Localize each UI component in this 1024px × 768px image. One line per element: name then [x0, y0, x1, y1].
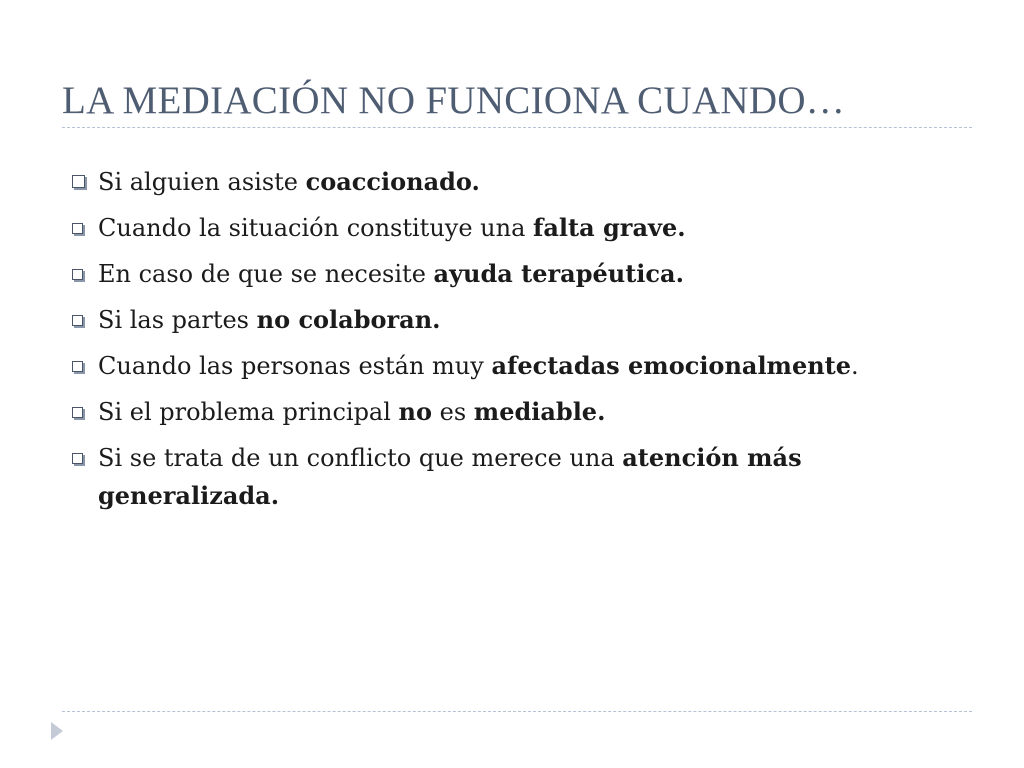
title-divider: [62, 127, 972, 128]
bullet-emphasis: ayuda terapéutica.: [433, 259, 684, 288]
footer-divider: [62, 711, 972, 712]
list-item: [70, 347, 950, 385]
bullet-text: Si alguien asiste: [98, 168, 306, 196]
list-item: [70, 163, 950, 201]
list-item: [70, 301, 950, 339]
bullet-text: Si el problema principal: [98, 398, 399, 426]
hollow-square-bullet-icon: [72, 407, 83, 418]
list-item: [70, 393, 950, 431]
list-item: [70, 439, 950, 515]
bullet-emphasis: atención más generalizada.: [98, 443, 802, 510]
bullet-emphasis: afectadas emocionalmente: [491, 351, 852, 380]
bullet-emphasis: no: [398, 397, 433, 426]
bullet-list: [70, 163, 950, 523]
hollow-square-bullet-icon: [72, 361, 83, 372]
list-item: [70, 209, 950, 247]
hollow-square-bullet-icon: [72, 315, 83, 326]
hollow-square-bullet-icon: [72, 223, 83, 234]
bullet-emphasis: falta grave.: [533, 213, 686, 242]
hollow-square-bullet-icon: [72, 269, 83, 280]
next-slide-arrow-icon[interactable]: [51, 722, 63, 740]
bullet-text: Cuando las personas están muy: [98, 352, 492, 380]
hollow-square-bullet-icon: [72, 453, 83, 464]
bullet-text: Cuando la situación constituye una: [98, 214, 534, 242]
hollow-square-bullet-icon: [72, 175, 85, 188]
bullet-emphasis: coaccionado.: [305, 167, 480, 196]
bullet-text: En caso de que se necesite: [98, 260, 434, 288]
bullet-tail: .: [851, 352, 859, 380]
list-item: [70, 255, 950, 293]
bullet-emphasis: no colaboran.: [256, 305, 441, 334]
slide-title: LA MEDIACIÓN NO FUNCIONA CUANDO…: [62, 79, 846, 122]
bullet-emphasis-secondary: mediable.: [473, 397, 606, 426]
bullet-text: Si las partes: [98, 306, 257, 334]
bullet-text: Si se trata de un conflicto que merece una: [98, 444, 623, 472]
bullet-text-continued: es: [432, 398, 474, 426]
